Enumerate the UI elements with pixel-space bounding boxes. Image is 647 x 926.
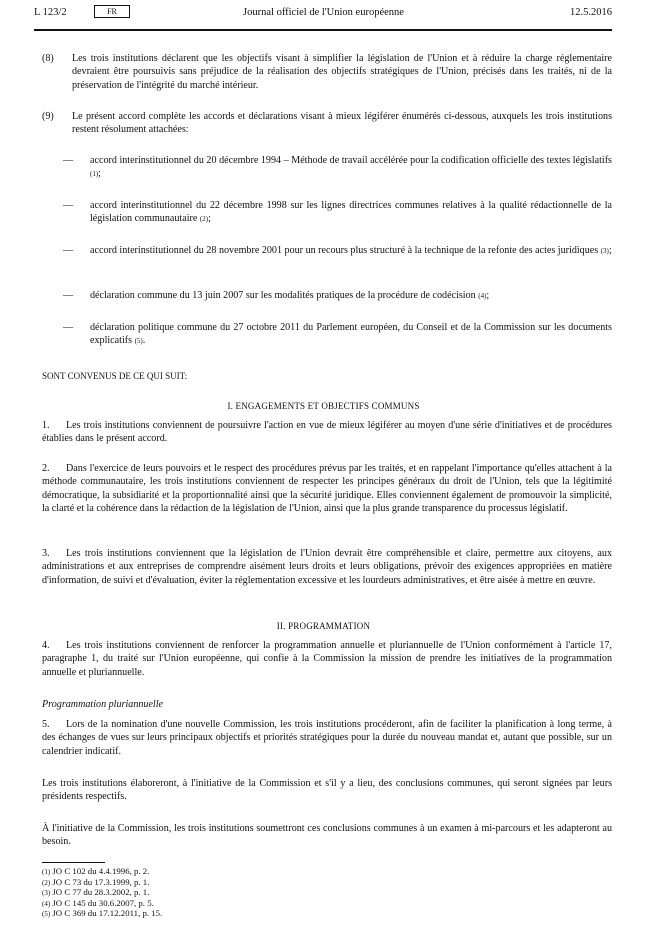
footnote-ref: (2) [199, 215, 209, 224]
dash: — [63, 245, 74, 256]
item-text: accord interinstitutionnel du 28 novembre 2001 pour un recours plus structuré à la technique de la refonte des actes juridiques [90, 245, 599, 256]
punct: ; [208, 213, 211, 225]
section-heading: I. ENGAGEMENTS ET OBJECTIFS COMMUNS [227, 401, 420, 411]
list-item [90, 154, 612, 182]
article-number: 4. [42, 640, 50, 651]
recital-number: (9) [42, 111, 54, 122]
article-text: Les trois institutions conviennent que la législation de l'Union devrait être compréhensible et claire, permettre aux citoyens, aux administrations et aux entreprises de comprendre aisément leurs droits et leurs obligations, prévoir des exigences appropriées en matière d'information, de suivi et d'évaluation, éviter la réglementation excessive et les lourdeurs administratives, et être aisée à mettre en œuvre. [42, 548, 612, 586]
item-text: déclaration commune du 13 juin 2007 sur les modalités pratiques de la procédure de codécision [90, 290, 476, 301]
punct: ; [608, 245, 612, 256]
item-text: accord interinstitutionnel du 22 décembre 1998 sur les lignes directrices communes relatives à la qualité rédactionnelle de la législation communautaire [90, 200, 612, 225]
footnote: (2) JO C 73 du 17.3.1999, p. 1. [42, 876, 150, 887]
punct: ; [486, 290, 490, 301]
punct: . [142, 335, 146, 347]
article-number: 2. [42, 463, 50, 474]
list-item [90, 244, 612, 258]
article-text: Les trois institutions conviennent de renforcer la programmation annuelle et pluriannuelle de l'Union conformément à l'article 17, paragraphe 1, du traité sur l'Union européenne, qui confie à la Commission la mission de prendre les initiatives de la programmation annuelle et pluriannuelle. [42, 640, 612, 678]
item-text: déclaration politique commune du 27 octobre 2011 du Parlement européen, du Conseil et de la Commission sur les documents explicatifs [90, 322, 612, 347]
agreement-statement: SONT CONVENUS DE CE QUI SUIT: [42, 371, 188, 381]
dash: — [63, 155, 74, 166]
article-1 [42, 419, 612, 446]
article-number: 3. [42, 548, 50, 559]
dash: — [63, 322, 74, 333]
article-2 [42, 462, 612, 515]
footnote-ref: (4) [478, 292, 487, 300]
footnote-ref: (5) [134, 337, 143, 346]
footnote-ref: (1) [90, 170, 99, 179]
footnote-rule [42, 862, 105, 863]
article-5-paragraph-3: À l'initiative de la Commission, les trois institutions soumettront ces conclusions communes à un examen à mi-parcours et les adapteront au besoin. [42, 823, 612, 848]
article-text: Dans l'exercice de leurs pouvoirs et le respect des procédures prévus par les traités, et en rappelant l'importance qu'elles attachent à la méthode communautaire, les trois institutions conviennent de respecter les principes généraux du droit de l'Union, tels que la légitimité démocratique, la subsidiarité et la proportionnalité ainsi que la sécurité juridique. Elles conviennent également de promouvoir la simplicité, la clarté et la cohérence dans la rédaction de la législation de l'Union, ainsi que la plus grande transparence du processus législatif. [42, 463, 612, 514]
footnote: (1) JO C 102 du 4.4.1996, p. 2. [42, 866, 150, 876]
article-text: Lors de la nomination d'une nouvelle Commission, les trois institutions procéderont, afin de faciliter la planification à long terme, à des échanges de vues sur leurs principaux objectifs et priorités stratégiques pour la durée du nouveau mandat et, autant que possible, sur un calendrier indicatif. [42, 719, 612, 757]
footnote: (4) JO C 145 du 30.6.2007, p. 5. [42, 897, 154, 908]
footnote-ref: (3) [600, 247, 609, 255]
article-5-paragraph-2: Les trois institutions élaboreront, à l'initiative de la Commission et s'il y a lieu, des conclusions communes, qui seront signées par leurs présidents respectifs. [42, 778, 612, 803]
article-4 [42, 639, 612, 679]
dash: — [63, 290, 74, 301]
list-item [90, 199, 612, 227]
language-badge: FR [94, 5, 130, 18]
section-heading: II. PROGRAMMATION [276, 621, 371, 631]
dash: — [63, 200, 74, 211]
article-3 [42, 547, 612, 587]
oj-reference: L 123/2 [34, 7, 67, 18]
article-5 [42, 718, 612, 758]
subheading: Programmation pluriannuelle [42, 699, 164, 710]
recital-9: Le présent accord complète les accords et déclarations visant à mieux légiférer énumérés ci-dessous, auxquels les trois institutions restent résolument attachées: [72, 111, 612, 136]
publication-date: 12.5.2016 [570, 7, 612, 18]
article-number: 1. [42, 420, 50, 431]
article-number: 5. [42, 719, 50, 730]
recital-number: (8) [42, 53, 54, 64]
punct: ; [98, 168, 101, 180]
recital-8: Les trois institutions déclarent que les objectifs visant à simplifier la législation de l'Union et à réduire la charge réglementaire devraient être poursuivis sans préjudice de la réalisation des objectifs stratégiques de l'Union, précisés dans les traités, ni de la préservation de l'intégrité du marché intérieur. [72, 53, 612, 91]
item-text: accord interinstitutionnel du 20 décembre 1994 – Méthode de travail accélérée pour la codification officielle des textes législatifs [90, 155, 612, 166]
list-item [90, 289, 612, 303]
footnote: (5) JO C 369 du 17.12.2011, p. 15. [42, 908, 163, 919]
article-text: Les trois institutions conviennent de poursuivre l'action en vue de mieux légiférer au moyen d'une série d'initiatives et de procédures établies dans le présent accord. [42, 420, 612, 445]
header-rule [34, 29, 612, 31]
footnote: (3) JO C 77 du 28.3.2002, p. 1. [42, 887, 150, 898]
journal-title: Journal officiel de l'Union européenne [243, 7, 404, 18]
list-item [90, 321, 612, 349]
